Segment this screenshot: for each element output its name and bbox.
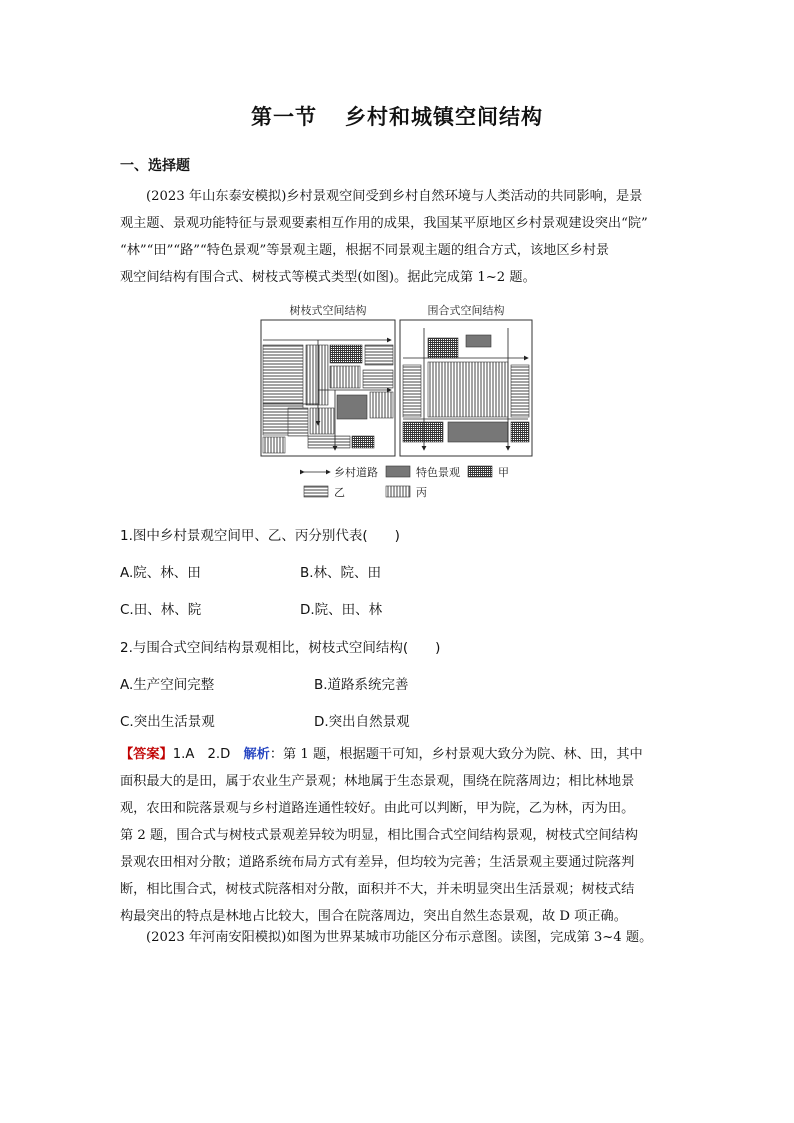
answer-tag: 【答案】: [120, 747, 173, 762]
legend-bing: 丙: [416, 486, 427, 499]
analysis-line: 观，农田和院落景观与乡村道路连通性较好。由此可以判断，甲为院，乙为林，丙为田。: [120, 801, 635, 816]
intro-line: 观空间结构有围合式、树枝式等模式类型(如图)。据此完成第 1~2 题。: [120, 270, 536, 285]
analysis-line: 构最突出的特点是林地占比较大，围合在院落周边，突出自然生态景观，故 D 项正确。: [120, 909, 627, 924]
legend-road: 乡村道路: [334, 466, 378, 479]
q2-option-a: A.生产空间完整: [120, 677, 215, 693]
title-part2: 乡村和城镇空间结构: [345, 105, 543, 129]
section-heading: 一、选择题: [120, 158, 190, 174]
yi-legend-swatch: [304, 486, 328, 497]
figure-legend: [304, 465, 509, 499]
intro-line: (2023 年山东泰安模拟)乡村景观空间受到乡村自然环境与人类活动的共同影响，是景: [146, 189, 643, 204]
q2-option-c: C.突出生活景观: [120, 714, 215, 730]
q1-option-b: B.林、院、田: [300, 565, 382, 581]
question-2-stem: 2.与围合式空间结构景观相比，树枝式空间结构( ): [120, 640, 441, 656]
legend-jia: 甲: [498, 466, 509, 479]
left-panel: [261, 320, 395, 456]
special-legend-swatch: [386, 466, 410, 477]
left-panel-title: 树枝式空间结构: [289, 304, 367, 317]
next-intro: (2023 年河南安阳模拟)如图为世界某城市功能区分布示意图。读图，完成第 3~4 题。: [146, 930, 653, 945]
title-part1: 第一节: [251, 105, 317, 129]
intro-line: 观主题、景观功能特征与景观要素相互作用的成果，我国某平原地区乡村景观建设突出“院”: [120, 216, 648, 231]
analysis-tag: 解析: [243, 747, 270, 762]
q1-option-c: C.田、林、院: [120, 602, 202, 618]
spatial-structure-figure: [258, 300, 536, 505]
analysis-line: 面积最大的是田，属于农业生产景观；林地属于生态景观，围绕在院落周边；相比林地景: [120, 774, 635, 789]
bing-legend-swatch: [386, 486, 410, 497]
jia-legend-swatch: [468, 466, 492, 477]
q1-option-a: A.院、林、田: [120, 565, 201, 581]
analysis-text: ：第 1 题，根据题干可知，乡村景观大致分为院、林、田，其中: [269, 747, 643, 762]
analysis-line: 断，相比围合式，树枝式院落相对分散，面积并不大，并未明显突出生活景观；树枝式结: [120, 882, 635, 897]
intro-paragraph: [120, 183, 680, 291]
q1-option-d: D.院、田、林: [300, 602, 383, 618]
analysis-line: 景观农田相对分散；道路系统布局方式有差异，但均较为完善；生活景观主要通过院落判: [120, 855, 635, 870]
q2-option-b: B.道路系统完善: [314, 677, 409, 693]
intro-line: “林”“田”“路”“特色景观”等景观主题，根据不同景观主题的组合方式，该地区乡村景: [120, 243, 610, 258]
right-panel: [400, 320, 532, 456]
legend-special: 特色景观: [416, 466, 460, 479]
answer-line: [120, 741, 680, 768]
legend-yi: 乙: [334, 486, 345, 499]
answer-numbers: 1.A 2.D: [172, 747, 231, 762]
page-title: [0, 101, 794, 131]
right-panel-title: 围合式空间结构: [427, 304, 505, 317]
question-1-stem: 1.图中乡村景观空间甲、乙、丙分别代表( ): [120, 528, 400, 544]
answer-block: [120, 741, 680, 930]
q2-option-d: D.突出自然景观: [314, 714, 410, 730]
analysis-line: 第 2 题，围合式与树枝式景观差异较为明显，相比围合式空间结构景观，树枝式空间结构: [120, 828, 638, 843]
